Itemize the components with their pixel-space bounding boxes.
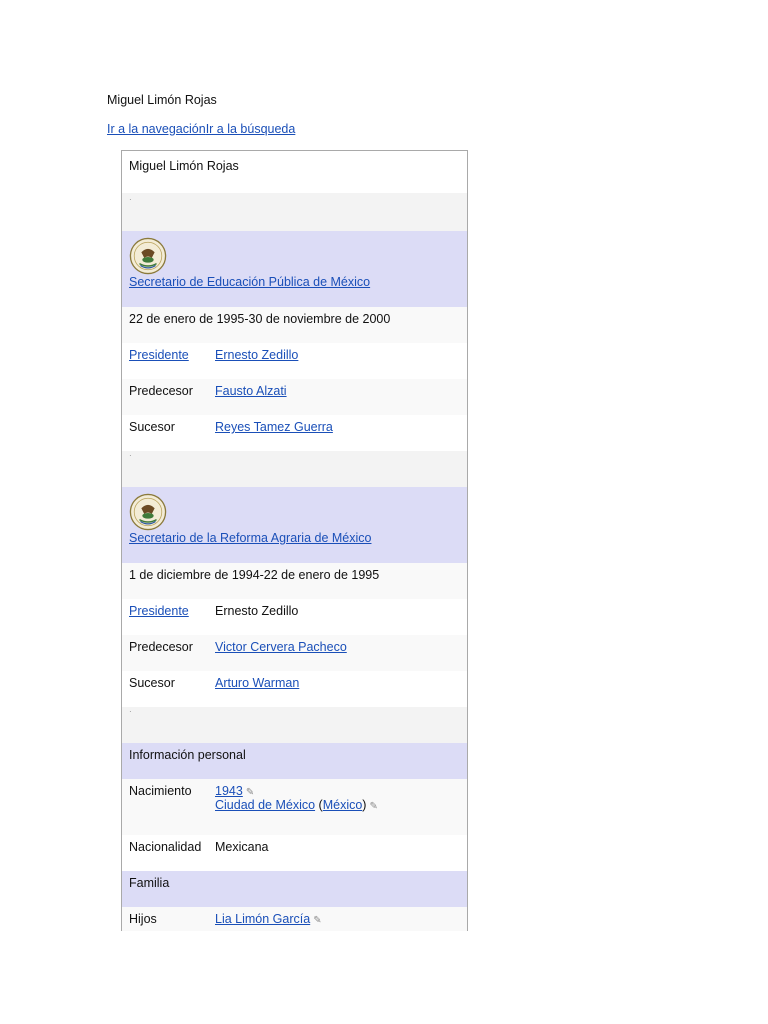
- nacionalidad-row: [122, 835, 467, 871]
- office2-predecesor-value[interactable]: Victor Cervera Pacheco: [215, 640, 347, 654]
- office1-title-link[interactable]: Secretario de Educación Pública de México: [129, 275, 371, 289]
- office2-sucesor-value[interactable]: Arturo Warman: [215, 676, 300, 690]
- office1-predecesor-row: [122, 379, 467, 415]
- spacer-row: [122, 193, 467, 231]
- familia-heading-row: [122, 871, 467, 907]
- office1-dates: 22 de enero de 1995-30 de noviembre de 2000: [129, 312, 391, 326]
- nacionalidad-value: Mexicana: [215, 840, 269, 854]
- office2-sucesor-row: [122, 671, 467, 707]
- coat-of-arms-icon: [129, 237, 167, 275]
- office1-dates-row: [122, 307, 467, 343]
- office1-predecesor-value[interactable]: Fausto Alzati: [215, 384, 287, 398]
- office1-presidente-label[interactable]: Presidente: [129, 348, 189, 362]
- nacionalidad-label: Nacionalidad: [129, 840, 202, 854]
- hijos-value: [215, 912, 322, 926]
- office2-predecesor-row: [122, 635, 467, 671]
- personal-heading: Información personal: [129, 748, 246, 762]
- spacer-dot: ·: [129, 707, 132, 716]
- infobox-header: Miguel Limón Rojas: [129, 159, 239, 173]
- office2-predecesor-label: Predecesor: [129, 640, 193, 654]
- nacimiento-year-link[interactable]: 1943: [215, 784, 243, 798]
- coat-of-arms-icon: [129, 493, 167, 531]
- skip-nav-link[interactable]: Ir a la navegación: [107, 122, 206, 136]
- office2-dates: 1 de diciembre de 1994-22 de enero de 1995: [129, 568, 380, 582]
- office2-sucesor-label: Sucesor: [129, 676, 175, 690]
- nacimiento-label: Nacimiento: [129, 784, 192, 798]
- spacer-row: [122, 707, 467, 743]
- hijos-label: Hijos: [129, 912, 157, 926]
- familia-heading: Familia: [129, 876, 170, 890]
- page-title: Miguel Limón Rojas: [107, 93, 217, 107]
- nacimiento-city-link[interactable]: Ciudad de México: [215, 798, 316, 812]
- skip-links: [107, 122, 295, 136]
- spacer-dot: ·: [129, 451, 132, 460]
- nacimiento-value: 1943 ✎ Ciudad de México (México) ✎: [215, 784, 378, 812]
- office1-presidente-row: [122, 343, 467, 379]
- spacer-row: [122, 451, 467, 487]
- office1-predecesor-label: Predecesor: [129, 384, 193, 398]
- nacimiento-country-link[interactable]: México: [322, 798, 363, 812]
- office1-sucesor-value[interactable]: Reyes Tamez Guerra: [215, 420, 333, 434]
- office2-title-link[interactable]: Secretario de la Reforma Agraria de México: [129, 531, 372, 545]
- nacimiento-row: [122, 779, 467, 835]
- skip-search-link[interactable]: Ir a la búsqueda: [205, 122, 296, 136]
- office2-dates-row: [122, 563, 467, 599]
- office1-presidente-value[interactable]: Ernesto Zedillo: [215, 348, 299, 362]
- hijos-link[interactable]: Lia Limón García: [215, 912, 311, 926]
- hijos-row: [122, 907, 467, 931]
- infobox: [121, 150, 468, 931]
- infobox-header-row: [122, 151, 467, 193]
- pencil-icon[interactable]: ✎: [369, 801, 378, 812]
- office2-presidente-label[interactable]: Presidente: [129, 604, 189, 618]
- office2-presidente-row: [122, 599, 467, 635]
- personal-heading-row: [122, 743, 467, 779]
- pencil-icon[interactable]: ✎: [313, 915, 322, 926]
- office2-title-row: [122, 487, 467, 563]
- office1-title-row: [122, 231, 467, 307]
- office1-sucesor-label: Sucesor: [129, 420, 175, 434]
- pencil-icon[interactable]: ✎: [245, 787, 255, 798]
- office1-sucesor-row: [122, 415, 467, 451]
- office2-presidente-value: Ernesto Zedillo: [215, 604, 299, 618]
- spacer-dot: ·: [129, 195, 132, 204]
